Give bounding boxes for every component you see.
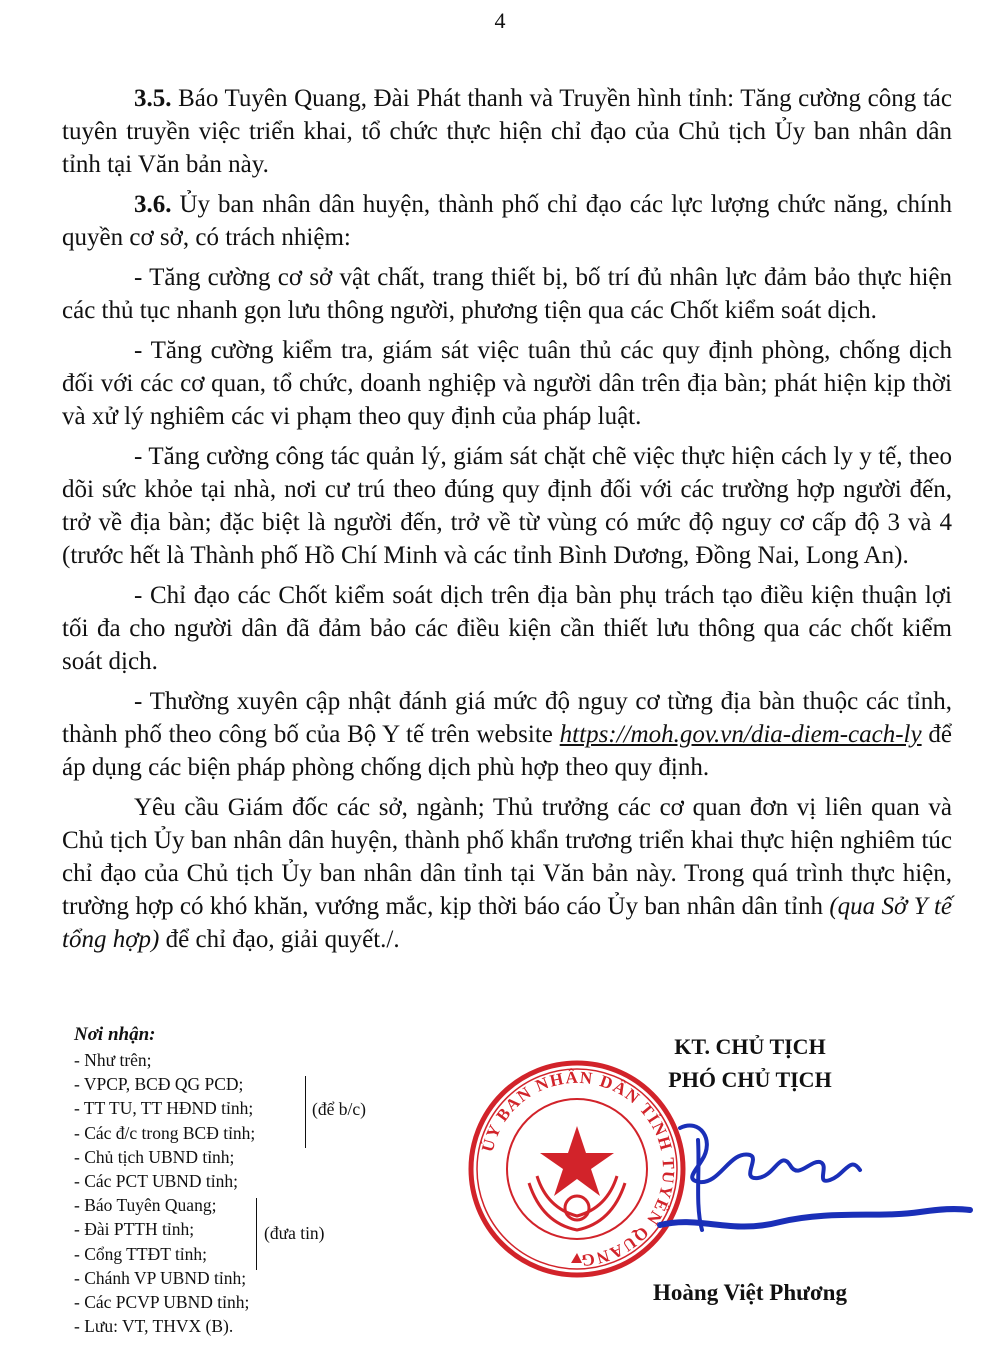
- bullet-item: - Tăng cường kiểm tra, giám sát việc tuân thủ các quy định phòng, chống dịch đối với các cơ quan, tổ chức, doanh nghiệp và người dân trên địa bàn; phát hiện kịp thời và xử lý nghiêm các vi phạm theo quy định của pháp luật.: [62, 337, 952, 430]
- bracket-news-group: [256, 1198, 257, 1270]
- section-number: 3.5.: [134, 85, 172, 112]
- recipients-list: [74, 1022, 255, 1338]
- recipient-item: - Chánh VP UBND tỉnh;: [74, 1267, 247, 1288]
- recipient-item: - VPCP, BCĐ QG PCD;: [74, 1074, 244, 1095]
- paragraph-text: - Thường xuyên cập nhật đánh giá mức độ nguy cơ từng địa bàn thuộc các tỉnh, thành phố theo công bố của Bộ Y tế trên website: [62, 688, 952, 748]
- recipient-item: - Lưu: VT, THVX (B).: [74, 1316, 234, 1337]
- recipient-item: - Các PCT UBND tỉnh;: [74, 1171, 238, 1192]
- bracket-label-report: (để b/c): [312, 1099, 366, 1119]
- website-link[interactable]: https://moh.gov.vn/dia-diem-cach-ly: [559, 721, 922, 748]
- paragraph-text: Ủy ban nhân dân huyện, thành phố chỉ đạo các lực lượng chức năng, chính quyền cơ sở, có trách nhiệm:: [62, 191, 952, 251]
- signature-title-line2: PHÓ CHỦ TỊCH: [668, 1067, 832, 1092]
- recipient-item: - Chủ tịch UBND tỉnh;: [74, 1146, 235, 1167]
- recipients-title: Nơi nhận:: [74, 1024, 156, 1045]
- bullet-item-website: [62, 685, 952, 784]
- seal-text: ỦY BAN NHÂN DÂN TỈNH TUYÊN QUANG: [477, 1067, 679, 1271]
- signature-stroke-upper: [680, 1126, 860, 1183]
- signature-stroke-vertical: [698, 1140, 702, 1230]
- recipient-item: - Như trên;: [74, 1050, 152, 1070]
- paragraph-text: Yêu cầu Giám đốc các sở, ngành; Thủ trưởng các cơ quan đơn vị liên quan và Chủ tịch Ủy ban nhân dân huyện, thành phố khẩn trương triển khai thực hiện nghiêm túc chỉ đạo của Chủ tịch Ủy ban nhân dân tỉnh tại Văn bản này. Trong quá trình thực hiện, trường hợp có khó khăn, vướng mắc, kịp thời báo cáo Ủy ban nhân dân tỉnh: [62, 794, 952, 920]
- recipient-item: - Đài PTTH tỉnh;: [74, 1219, 195, 1240]
- star-icon: [540, 1126, 614, 1196]
- bullet-item: - Tăng cường công tác quản lý, giám sát chặt chẽ việc thực hiện cách ly y tế, theo dõi sức khỏe tại nhà, nơi cư trú theo đúng quy định đối với các trường hợp người đến, trở về địa bàn; đặc biệt là người đến, trở về từ vùng có mức độ nguy cơ cấp độ 3 và 4 (trước hết là Thành phố Hồ Chí Minh và các tỉnh Bình Dương, Đồng Nai, Long An).: [62, 443, 952, 569]
- emblem-wreath-icon: [529, 1176, 625, 1230]
- recipient-item: - Các đ/c trong BCĐ tỉnh;: [74, 1122, 256, 1143]
- signature-stroke-lower: [660, 1209, 970, 1227]
- paragraph-text: để chỉ đạo, giải quyết./.: [159, 926, 400, 953]
- paragraph-3-6: [62, 188, 952, 254]
- document-body: [62, 82, 952, 963]
- bullet-item: - Tăng cường cơ sở vật chất, trang thiết bị, bố trí đủ nhân lực đảm bảo thực hiện các thủ tục nhanh gọn lưu thông người, phương tiện qua các Chốt kiểm soát dịch.: [62, 264, 952, 324]
- page-number: 4: [494, 8, 506, 33]
- recipient-item: - Báo Tuyên Quang;: [74, 1195, 217, 1216]
- recipient-item: - TT TU, TT HĐND tỉnh;: [74, 1098, 254, 1119]
- handwritten-signature: [640, 1110, 980, 1260]
- bracket-report-group: [305, 1076, 306, 1148]
- paragraph-text: để áp dụng các biện pháp phòng chống dịch phù hợp theo quy định.: [62, 721, 952, 781]
- italic-note: (qua Sở Y tế tổng hợp): [62, 893, 952, 953]
- bracket-label-news: (đưa tin): [264, 1223, 325, 1243]
- closing-paragraph: [62, 791, 952, 956]
- signature-title-line1: KT. CHỦ TỊCH: [674, 1034, 826, 1059]
- paragraph-text: Báo Tuyên Quang, Đài Phát thanh và Truyền hình tỉnh: Tăng cường công tác tuyên truyền việc triển khai, tổ chức thực hiện chỉ đạo của Chủ tịch Ủy ban nhân dân tỉnh tại Văn bản này.: [62, 85, 952, 178]
- section-number: 3.6.: [134, 191, 172, 218]
- recipient-item: - Cổng TTĐT tỉnh;: [74, 1243, 208, 1264]
- signer-name: Hoàng Việt Phương: [653, 1280, 847, 1305]
- recipient-item: - Các PCVP UBND tỉnh;: [74, 1292, 250, 1313]
- bullet-item: - Chỉ đạo các Chốt kiểm soát dịch trên địa bàn phụ trách tạo điều kiện thuận lợi tối đa cho người dân đã đảm bảo các điều kiện cần thiết lưu thông qua các chốt kiểm soát dịch.: [62, 582, 952, 675]
- paragraph-3-5: [62, 82, 952, 181]
